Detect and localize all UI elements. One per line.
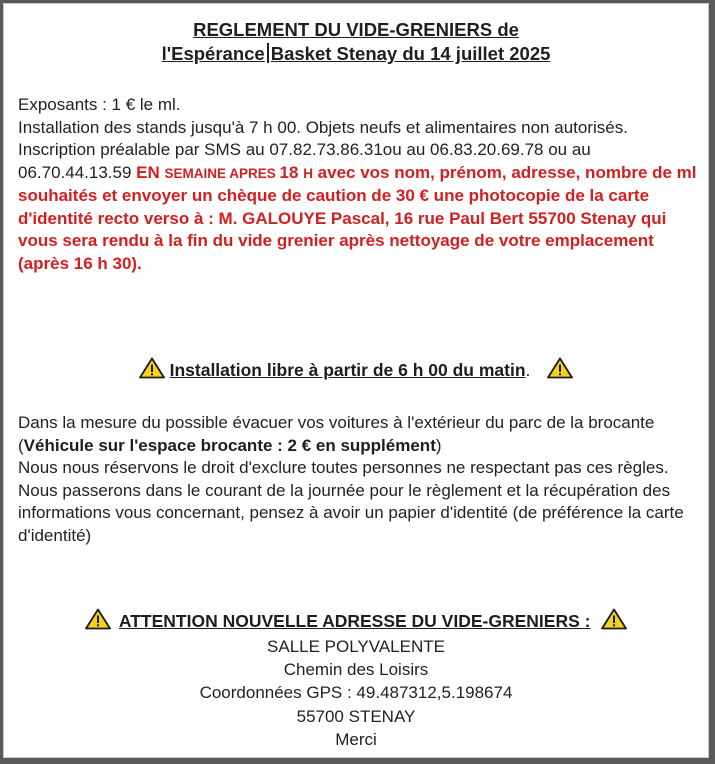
document-title-line1: REGLEMENT DU VIDE-GRENIERS de (193, 19, 519, 40)
attention-heading (4, 608, 708, 632)
red-en: EN (136, 162, 165, 182)
title-club-name: l'Espérance (161, 43, 265, 64)
title-separator (267, 43, 269, 63)
voitures-intro: Dans la mesure du possible évacuer vos voitures à l'extérieur du parc de la brocante ( (18, 413, 655, 455)
droit-text: Nous nous réservons le droit d'exclure toutes personnes ne respectant pas ces règles. (18, 458, 669, 477)
voitures-supplement: Véhicule sur l'espace brocante : 2 € en supplément (23, 435, 436, 455)
installation-line: Installation des stands jusqu'à 7 h 00. Objets neufs et alimentaires non autorisés. (18, 117, 628, 137)
installation-libre-text: Installation libre à partir de 6 h 00 du matin (169, 360, 526, 380)
red-18: 18 (279, 162, 304, 182)
passage-text: Nous passerons dans le courant de la journée pour le règlement et la récupération des informations vous concernant, pensez à avoir un papier d'identité (de préférence la carte d'identité) (18, 480, 684, 545)
venue-gps: Coordonnées GPS : 49.487312,5.198674 (199, 683, 513, 703)
warning-triangle-icon (85, 608, 111, 630)
installation-libre-notice (4, 357, 708, 381)
red-semaine: SEMAINE APRES (164, 165, 280, 181)
venue-street: Chemin des Loisirs (283, 660, 429, 680)
venue-address (4, 635, 708, 751)
title-event-date: Basket Stenay du 14 juillet 2025 (270, 43, 551, 64)
warning-triangle-icon (547, 357, 573, 379)
voitures-close: ) (435, 435, 442, 455)
voitures-text (18, 412, 698, 457)
warning-triangle-icon (601, 608, 627, 630)
venue-city: 55700 STENAY (296, 706, 416, 726)
thanks-text: Merci (335, 729, 377, 749)
installation-libre-period: . (525, 360, 531, 380)
red-h: H (303, 165, 313, 181)
exposants-line: Exposants : 1 € le ml. (18, 95, 181, 114)
red-instructions: avec vos nom, prénom, adresse, nombre de ml souhaités et envoyer un chèque de caution de 30 € une photocopie de la carte d'identité recto verso à : M. GALOUYE Pascal, 16 rue Paul Bert 55700 Stenay qui vous sera rendu à la fin du vide grenier après nettoyage de votre emplacement (après 16 h 30). (18, 162, 697, 273)
inscription-intro: Inscription préalable par SMS au 07.82.73.86.31ou au 06.83.20.69.78 ou au 06.70.44.13.59 (18, 140, 591, 182)
info-paragraph (18, 412, 698, 547)
document-title-line2 (4, 43, 708, 65)
rules-paragraph (18, 94, 698, 275)
flyer-sheet (3, 3, 709, 758)
attention-text: ATTENTION NOUVELLE ADRESSE DU VIDE-GRENIERS : (118, 611, 591, 631)
venue-name: SALLE POLYVALENTE (267, 637, 445, 656)
warning-triangle-icon (139, 357, 165, 379)
inscription-text (18, 139, 698, 275)
